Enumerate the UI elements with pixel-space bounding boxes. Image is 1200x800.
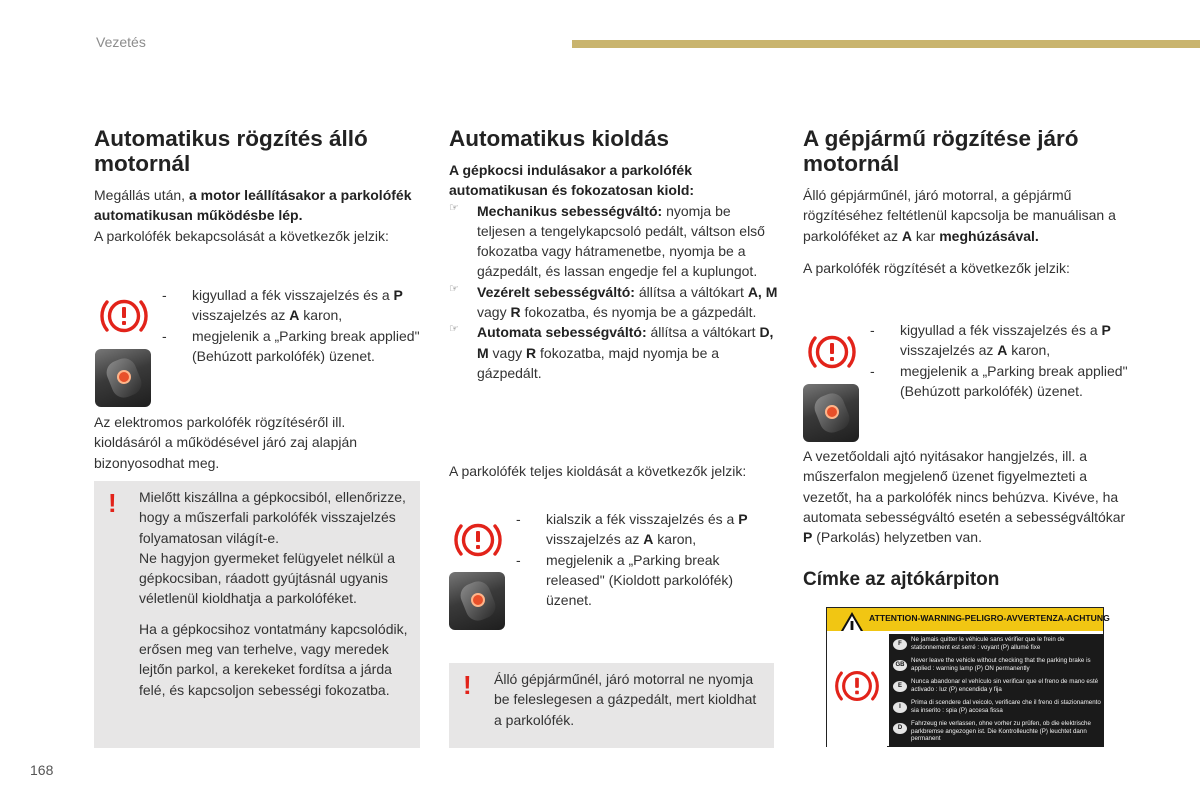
heading-engine-running: A gépjármű rögzítése járó motornál — [803, 126, 1079, 176]
label-row: E Nunca abandonar el vehículo sin verificar que el freno de mano esté activado : luz (P) encendida y fija — [893, 678, 1101, 698]
paragraph-release-intro: A gépkocsi indulásakor a parkolófék automatikusan és fokozatosan kiold: — [449, 162, 695, 199]
list-item: - kialszik a fék visszajelzés és a P visszajelzés az A karon, — [516, 511, 748, 548]
paragraph-door-alert: A vezetőoldali ajtó nyitásakor hangjelzés, ill. a műszerfalon megjelenő üzenet figyelmezteti a vezetőt, ha a parkolófék nincs behúzva. Kivéve, ha automata sebességváltó esetén a sebességváltókar P (Parkolás) helyzetben van. — [803, 448, 1126, 546]
column-engine-running — [803, 126, 1138, 278]
flag-icon: GB — [893, 660, 907, 671]
label-row: F Ne jamais quitter le véhicule sans vérifier que le frein de stationnement est serré : voyant (P) allumé fixe — [893, 636, 1101, 656]
door-panel-warning-label — [826, 607, 1110, 747]
paragraph-apply-indicators: A parkolófék rögzítését a következők jelzik: — [803, 259, 1070, 276]
running-apply-indicator-list — [870, 320, 1132, 401]
paragraph-release-indicators: A parkolófék teljes kioldását a következők jelzik: — [449, 463, 747, 479]
pointer-icon: ☞ — [449, 282, 459, 295]
pointer-icon: ☞ — [449, 201, 459, 214]
release-indicator-list — [516, 509, 778, 610]
parking-brake-warning-icon — [98, 295, 150, 337]
exclamation-icon: ! — [463, 670, 472, 700]
flag-icon: I — [893, 702, 907, 713]
list-item: - megjelenik a „Parking break applied" (Behúzott parkolófék) üzenet. — [162, 327, 420, 364]
release-mode-manual: ☞ Mechanikus sebességváltó: nyomja be teljesen a tengelykapcsoló pedált, váltson első fokozatba vagy hátramenetbe, nyomja be a gázpedált, és lassan engedje fel a kuplungot. — [449, 201, 765, 280]
heading-automatic-apply: Automatikus rögzítés álló motornál — [94, 126, 368, 176]
warning-text: Ne hagyjon gyermeket felügyelet nélkül a gépkocsiban, ráadott gyújtásnál ugyanis véletlenül kioldhatja a parkolóféket. — [139, 549, 396, 607]
electric-parking-brake-button-icon — [449, 572, 505, 630]
page-number: 168 — [30, 762, 54, 778]
parking-brake-warning-icon — [452, 519, 504, 561]
header-accent-bar — [572, 40, 1200, 48]
column-automatic-release — [449, 126, 779, 383]
label-row: I Prima di scendere dal veicolo, verificare che il freno di stazionamento sia inserito : spia (P) accesa fissa — [893, 699, 1101, 719]
flag-icon: E — [893, 681, 907, 692]
heading-automatic-release: Automatikus kioldás — [449, 126, 670, 151]
electric-parking-brake-button-icon — [95, 349, 151, 407]
warning-text: Mielőtt kiszállna a gépkocsiból, ellenőrizze, hogy a műszerfali parkolófék visszajelzés folyamatosan világít-e. — [139, 489, 406, 546]
flag-icon: D — [893, 723, 907, 734]
list-item: - megjelenik a „Parking break applied" (Behúzott parkolófék) üzenet. — [870, 362, 1128, 399]
warning-text: Ha a gépkocsihoz vontatmány kapcsolódik, erősen meg van terhelve, vagy meredek lejtőn parkol, a kerekeket fordítsa a járda felé, és kapcsoljon sebességi fokozatba. — [139, 620, 408, 698]
release-mode-automatic: ☞ Automata sebességváltó: állítsa a váltókart D, M vagy R fokozatba, majd nyomja be a gázpedált. — [449, 323, 774, 381]
label-row: GB Never leave the vehicle without checking that the parking brake is applied : warning lamp (P) ON permanently — [893, 657, 1101, 677]
list-item: - megjelenik a „Parking break released" (Kioldott parkolófék) üzenet. — [516, 551, 734, 609]
label-row: D Fahrzeug nie verlassen, ohne vorher zu prüfen, ob die elektrische parkbremse angezogen ist. Die Kontrolleuchte (P) leuchtet dann permanent — [893, 720, 1101, 746]
column-automatic-apply — [94, 126, 424, 246]
parking-brake-warning-icon — [806, 331, 858, 373]
paragraph-manual-apply: Álló gépjárműnél, járó motorral, a gépjármű rögzítéséhez feltétlenül kapcsolja be manuálisan a parkolóféket az A kar meghúzásával. — [803, 187, 1116, 244]
exclamation-icon: ! — [108, 488, 117, 518]
warning-box-leaving-vehicle — [94, 481, 420, 748]
label-banner-text: ATTENTION-WARNING-PELIGRO-AVVERTENZA-ACHTUNG — [869, 613, 1110, 623]
warning-box-accelerator — [449, 663, 774, 748]
warning-text: Álló gépjárműnél, járó motorral ne nyomja be feleslegesen a gázpedált, mert kioldhat a parkolófék. — [494, 671, 757, 728]
paragraph-noise-confirm: Az elektromos parkolófék rögzítéséről ill. kioldásáról a működésével járó zaj alapján bizonyosodhat meg. — [94, 414, 358, 471]
pointer-icon: ☞ — [449, 323, 459, 336]
parking-brake-warning-icon — [833, 666, 881, 706]
electric-parking-brake-button-icon — [803, 384, 859, 442]
section-title: Vezetés — [96, 34, 146, 50]
heading-door-label: Címke az ajtókárpiton — [803, 569, 1000, 590]
list-item: - kigyullad a fék visszajelzés és a P visszajelzés az A karon, — [870, 322, 1111, 359]
release-mode-robotised: ☞ Vezérelt sebességváltó: állítsa a váltókart A, M vagy R fokozatba, és nyomja be a gázpedált. — [449, 282, 778, 321]
apply-indicator-list — [162, 285, 424, 366]
flag-icon: F — [893, 639, 907, 650]
list-item: - kigyullad a fék visszajelzés és a P visszajelzés az A karon, — [162, 287, 403, 324]
paragraph-apply-intro: Megállás után, a motor leállításakor a parkolófék automatikusan működésbe lép. A parkolófék bekapcsolását a következők jelzik: — [94, 187, 412, 244]
